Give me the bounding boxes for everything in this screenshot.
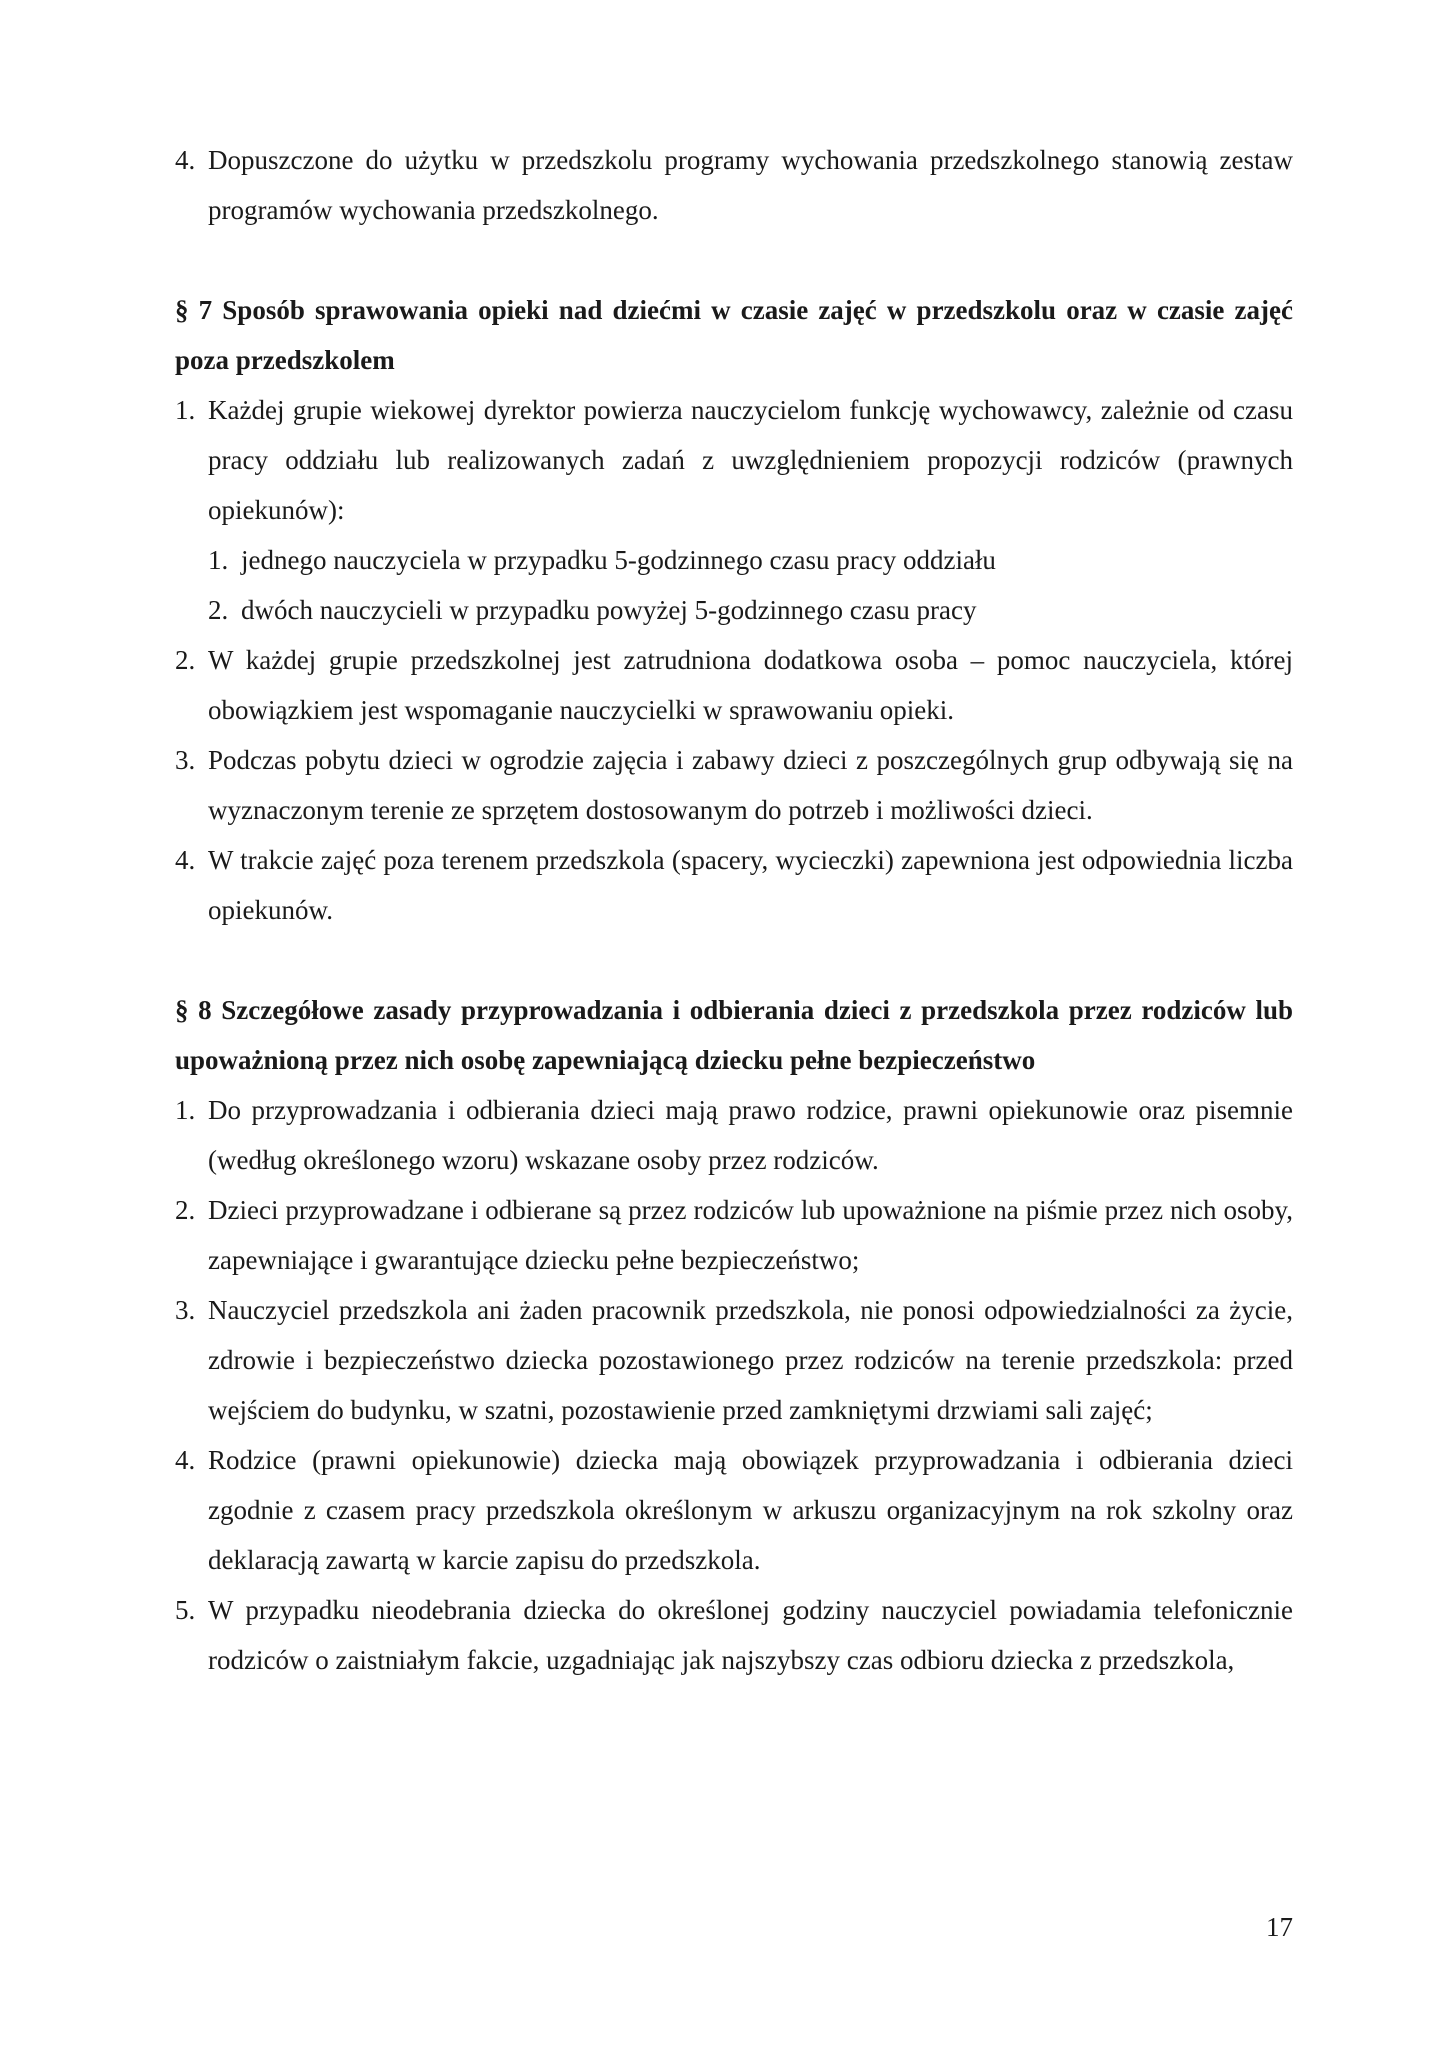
list-item-text: Każdej grupie wiekowej dyrektor powierza nauczycielom funkcję wychowawcy, zależnie od czasu pracy oddziału lub realizowanych zadań z uwzględnieniem propozycji rodziców (prawnych opiekunów):	[208, 395, 1293, 525]
list-item-number: 2.	[175, 1195, 196, 1225]
list-item-text: Podczas pobytu dzieci w ogrodzie zajęcia i zabawy dzieci z poszczególnych grup odbywają się na wyznaczonym terenie ze sprzętem dostosowanym do potrzeb i możliwości dzieci.	[208, 745, 1293, 825]
page-number: 17	[1266, 1912, 1293, 1942]
intro-list-item	[175, 135, 1293, 235]
list-item-number: 2.	[175, 645, 196, 675]
list-item-number: 4.	[175, 145, 196, 175]
list-item-text: Dzieci przyprowadzane i odbierane są przez rodziców lub upoważnione na piśmie przez nich osoby, zapewniające i gwarantujące dziecku pełne bezpieczeństwo;	[208, 1195, 1293, 1275]
sublist-item-number: 2.	[208, 595, 229, 625]
section-7-item-4	[175, 835, 1293, 935]
list-item-text: W przypadku nieodebrania dziecka do określonej godziny nauczyciel powiadamia telefonicznie rodziców o zaistniałym fakcie, uzgadniając jak najszybszy czas odbioru dziecka z przedszkola,	[208, 1595, 1293, 1675]
list-item-number: 5.	[175, 1595, 196, 1625]
list-item-number: 3.	[175, 745, 196, 775]
section-7-subitem-1	[175, 535, 1293, 585]
list-item-text: Dopuszczone do użytku w przedszkolu programy wychowania przedszkolnego stanowią zestaw programów wychowania przedszkolnego.	[208, 145, 1293, 225]
list-item-number: 1.	[175, 1095, 196, 1125]
section-7-item-3	[175, 735, 1293, 835]
sublist-item-text: dwóch nauczycieli w przypadku powyżej 5-godzinnego czasu pracy	[241, 595, 977, 625]
section-7-heading: § 7 Sposób sprawowania opieki nad dziećmi w czasie zajęć w przedszkolu oraz w czasie zajęć poza przedszkolem	[175, 295, 1293, 375]
section-8-item-5	[175, 1585, 1293, 1685]
section-8-item-4	[175, 1435, 1293, 1585]
sublist-item-text: jednego nauczyciela w przypadku 5-godzinnego czasu pracy oddziału	[241, 545, 996, 575]
list-item-text: W trakcie zajęć poza terenem przedszkola (spacery, wycieczki) zapewniona jest odpowiednia liczba opiekunów.	[208, 845, 1293, 925]
section-8-item-1	[175, 1085, 1293, 1185]
section-7-subitem-2	[175, 585, 1293, 635]
list-item-number: 3.	[175, 1295, 196, 1325]
section-8-item-2	[175, 1185, 1293, 1285]
list-item-number: 4.	[175, 1445, 196, 1475]
list-item-text: Rodzice (prawni opiekunowie) dziecka mają obowiązek przyprowadzania i odbierania dzieci zgodnie z czasem pracy przedszkola określonym w arkuszu organizacyjnym na rok szkolny oraz deklaracją zawartą w karcie zapisu do przedszkola.	[208, 1445, 1293, 1575]
list-item-text: Nauczyciel przedszkola ani żaden pracownik przedszkola, nie ponosi odpowiedzialności za życie, zdrowie i bezpieczeństwo dziecka pozostawionego przez rodziców na terenie przedszkola: przed wejściem do budynku, w szatni, pozostawienie przed zamkniętymi drzwiami sali zajęć;	[208, 1295, 1293, 1425]
sublist-item-number: 1.	[208, 545, 229, 575]
section-8-item-3	[175, 1285, 1293, 1435]
section-7-item-1	[175, 385, 1293, 535]
list-item-number: 4.	[175, 845, 196, 875]
spacer	[175, 235, 1293, 285]
spacer	[175, 935, 1293, 985]
list-item-text: W każdej grupie przedszkolnej jest zatrudniona dodatkowa osoba – pomoc nauczyciela, której obowiązkiem jest wspomaganie nauczycielki w sprawowaniu opieki.	[208, 645, 1293, 725]
section-8-heading: § 8 Szczegółowe zasady przyprowadzania i odbierania dzieci z przedszkola przez rodziców lub upoważnioną przez nich osobę zapewniającą dziecku pełne bezpieczeństwo	[175, 995, 1293, 1075]
list-item-text: Do przyprowadzania i odbierania dzieci mają prawo rodzice, prawni opiekunowie oraz pisemnie (według określonego wzoru) wskazane osoby przez rodziców.	[208, 1095, 1293, 1175]
section-7-item-2	[175, 635, 1293, 735]
list-item-number: 1.	[175, 395, 196, 425]
document-page	[175, 135, 1293, 1685]
